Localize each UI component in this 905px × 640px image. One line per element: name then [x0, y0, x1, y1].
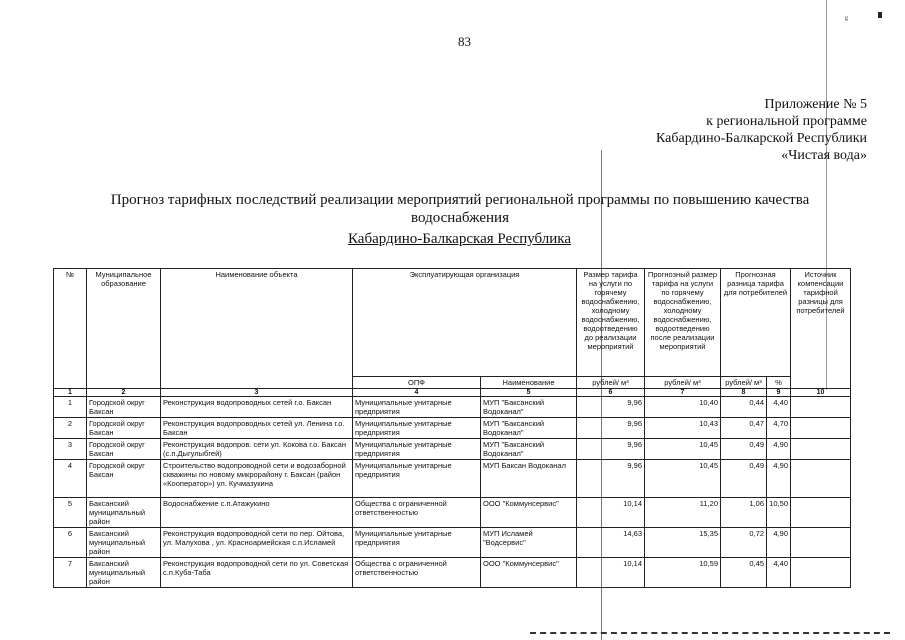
cell-pct: 4,90 — [767, 460, 791, 498]
cell-after: 10,40 — [645, 397, 721, 418]
cell-pct: 4,40 — [767, 397, 791, 418]
title-line: водоснабжения — [411, 210, 509, 226]
cell-opf: Муниципальные унитарные предприятия — [353, 528, 481, 558]
appendix-line: Кабардино-Балкарской Республики — [656, 131, 867, 146]
cell-municipality: Городской округ Баксан — [87, 439, 161, 460]
cell-source — [791, 498, 851, 528]
cell-municipality: Городской округ Баксан — [87, 397, 161, 418]
cell-object: Реконструкция водопроводных сетей ул. Ленина г.о. Баксан — [161, 418, 353, 439]
cell-diff: 0,45 — [721, 558, 767, 588]
cell-pct: 4,40 — [767, 558, 791, 588]
cell-object: Реконструкция водопроводных сетей г.о. Баксан — [161, 397, 353, 418]
cell-diff: 0,72 — [721, 528, 767, 558]
table-row — [54, 558, 851, 588]
cell-pct: 10,50 — [767, 498, 791, 528]
cell-source — [791, 460, 851, 498]
cell-source — [791, 558, 851, 588]
cell-diff: 1,06 — [721, 498, 767, 528]
column-number: 4 — [353, 389, 481, 397]
cell-name: МУП "Баксанский Водоканал" — [481, 418, 577, 439]
scan-mark-dot — [878, 12, 882, 18]
cell-num: 7 — [54, 558, 87, 588]
cell-before: 9,96 — [577, 418, 645, 439]
document-title — [90, 191, 830, 227]
cell-source — [791, 528, 851, 558]
cell-object: Водоснабжение с.п.Атажукино — [161, 498, 353, 528]
cell-diff: 0,49 — [721, 439, 767, 460]
header-unit-diff: рублей/ м³ — [721, 377, 767, 389]
cell-municipality: Баксанский муниципальный район — [87, 498, 161, 528]
header-unit-pct: % — [767, 377, 791, 389]
appendix-line: к региональной программе — [706, 114, 867, 129]
header-opf: ОПФ — [353, 377, 481, 389]
cell-name: ООО "Коммунсервис" — [481, 498, 577, 528]
column-number-row — [54, 389, 851, 397]
cell-name: МУП Исламей "Водсервис" — [481, 528, 577, 558]
cell-pct: 4,90 — [767, 439, 791, 460]
header-unit-before: рублей/ м³ — [577, 377, 645, 389]
cell-num: 3 — [54, 439, 87, 460]
cell-num: 1 — [54, 397, 87, 418]
cell-opf: Общества с ограниченной ответственностью — [353, 498, 481, 528]
cell-municipality: Баксанский муниципальный район — [87, 528, 161, 558]
header-name: Наименование — [481, 377, 577, 389]
column-number: 3 — [161, 389, 353, 397]
cell-num: 2 — [54, 418, 87, 439]
column-number: 5 — [481, 389, 577, 397]
scan-mark-bottom — [530, 632, 890, 637]
page-number: 83 — [458, 34, 471, 49]
cell-after: 11,20 — [645, 498, 721, 528]
column-number: 10 — [791, 389, 851, 397]
region-name: Кабардино-Балкарская Республика — [348, 231, 572, 247]
cell-opf: Муниципальные унитарные предприятия — [353, 397, 481, 418]
cell-opf: Общества с ограниченной ответственностью — [353, 558, 481, 588]
cell-name: МУП "Баксанский Водоканал" — [481, 397, 577, 418]
cell-before: 9,96 — [577, 460, 645, 498]
cell-after: 10,45 — [645, 439, 721, 460]
cell-after: 10,43 — [645, 418, 721, 439]
scan-mark-corner: ᵍ — [845, 14, 849, 25]
cell-before: 9,96 — [577, 439, 645, 460]
table-row — [54, 439, 851, 460]
tariff-table — [53, 268, 851, 588]
column-number: 6 — [577, 389, 645, 397]
title-line: Прогноз тарифных последствий реализации мероприятий региональной программы по повышению качества — [110, 192, 810, 208]
cell-diff: 0,47 — [721, 418, 767, 439]
cell-num: 4 — [54, 460, 87, 498]
cell-before: 9,96 — [577, 397, 645, 418]
cell-after: 10,59 — [645, 558, 721, 588]
header-num: № — [54, 269, 87, 389]
cell-source — [791, 397, 851, 418]
cell-municipality: Городской округ Баксан — [87, 418, 161, 439]
cell-before: 10,14 — [577, 558, 645, 588]
cell-diff: 0,44 — [721, 397, 767, 418]
cell-diff: 0,49 — [721, 460, 767, 498]
header-compensation: Источник компенсации тарифной разницы для потребителей — [791, 269, 851, 389]
cell-object: Строительство водопроводной сети и водозаборной скважины по новому микрорайону г. Баксан (район «Кооператор») ул. Кучмазукина — [161, 460, 353, 498]
column-number: 1 — [54, 389, 87, 397]
header-object: Наименование объекта — [161, 269, 353, 389]
table-row — [54, 418, 851, 439]
header-operator: Эксплуатирующая организация — [353, 269, 577, 377]
column-number: 8 — [721, 389, 767, 397]
cell-source — [791, 439, 851, 460]
cell-num: 6 — [54, 528, 87, 558]
cell-object: Реконструкция водопроводной сети по пер. Ойтова, ул. Малухова , ул. Красноармейская с.п.Исламей — [161, 528, 353, 558]
table-row — [54, 460, 851, 498]
cell-opf: Муниципальные унитарные предприятия — [353, 439, 481, 460]
cell-name: МУП Баксан Водоканал — [481, 460, 577, 498]
cell-before: 14,63 — [577, 528, 645, 558]
header-municipality: Муниципальное образование — [87, 269, 161, 389]
cell-object: Реконструкция водопроводной сети по ул. Советская с.п.Куба-Таба — [161, 558, 353, 588]
table-row — [54, 397, 851, 418]
cell-before: 10,14 — [577, 498, 645, 528]
cell-pct: 4,70 — [767, 418, 791, 439]
table-row — [54, 528, 851, 558]
appendix-line: «Чистая вода» — [781, 148, 867, 163]
cell-source — [791, 418, 851, 439]
cell-object: Реконструкция водопров. сети ул. Кокова г.о. Баксан (с.п.Дыгулыбгей) — [161, 439, 353, 460]
cell-after: 10,45 — [645, 460, 721, 498]
appendix-line: Приложение № 5 — [764, 97, 867, 112]
column-number: 9 — [767, 389, 791, 397]
cell-num: 5 — [54, 498, 87, 528]
cell-opf: Муниципальные унитарные предприятия — [353, 418, 481, 439]
scan-mark-top — [130, 0, 460, 3]
column-number: 7 — [645, 389, 721, 397]
cell-municipality: Баксанский муниципальный район — [87, 558, 161, 588]
cell-name: МУП "Баксанский Водоканал" — [481, 439, 577, 460]
header-difference: Прогнозная разница тарифа для потребителей — [721, 269, 791, 377]
appendix-block — [656, 96, 867, 164]
header-unit-after: рублей/ м³ — [645, 377, 721, 389]
table-row — [54, 498, 851, 528]
cell-pct: 4,90 — [767, 528, 791, 558]
column-number: 2 — [87, 389, 161, 397]
header-tariff-before: Размер тарифа на услуги по горячему водоснабжению, холодному водоснабжению, водоотведению до реализации мероприятий — [577, 269, 645, 377]
cell-opf: Муниципальные унитарные предприятия — [353, 460, 481, 498]
cell-name: ООО "Коммунсервис" — [481, 558, 577, 588]
cell-after: 15,35 — [645, 528, 721, 558]
header-tariff-after: Прогнозный размер тарифа на услуги по горячему водоснабжению, холодному водоснабжению, водоотведению после реализации мероприятий — [645, 269, 721, 377]
cell-municipality: Городской округ Баксан — [87, 460, 161, 498]
